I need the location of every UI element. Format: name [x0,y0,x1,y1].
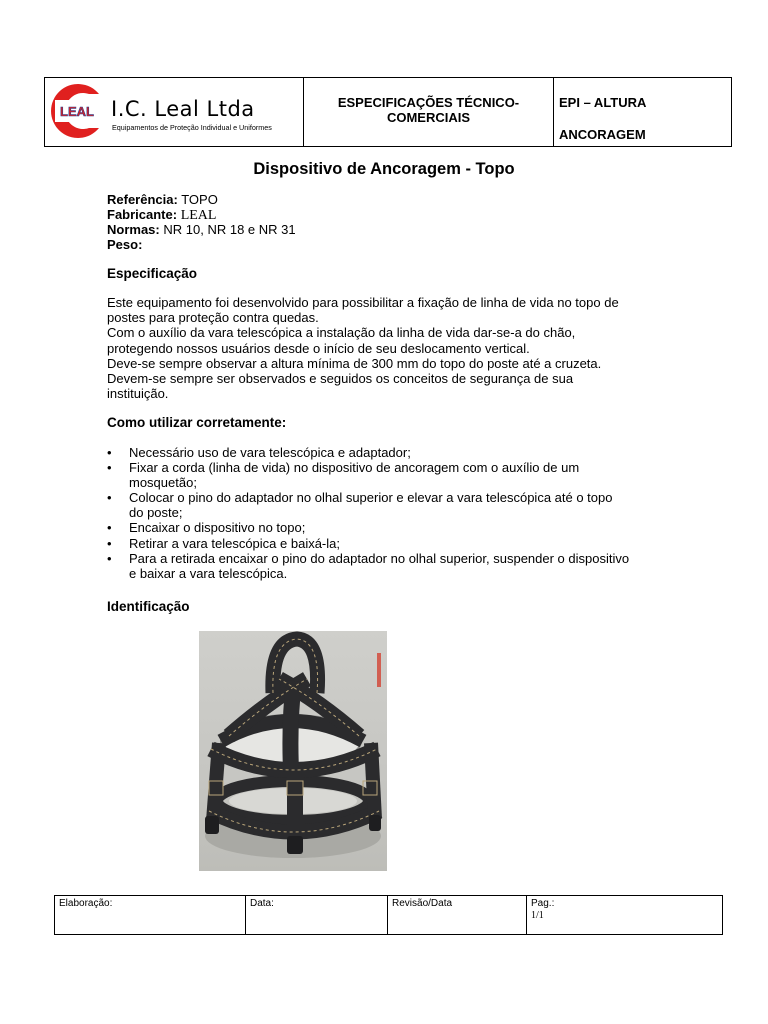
anchorage-device-image [199,631,387,871]
page-number: 1/1 [531,910,544,921]
list-item-text: Fixar a corda (linha de vida) no dispositivo de ancoragem com o auxílio de um [129,460,580,476]
section-heading-identificacao: Identificação [107,599,190,614]
company-name: I.C. Leal Ltda [111,97,255,121]
list-item [107,536,672,551]
bullet-icon: • [107,535,112,551]
especificacao-line: Deve-se sempre observar a altura mínima de 300 mm do topo do poste até a cruzeta. [107,355,602,371]
footer-pagina [527,896,722,934]
especificacao-line: Com o auxílio da vara telescópica a instalação da linha de vida dar-se-a do chão, [107,325,576,341]
footer-elaboracao [55,896,246,934]
field-referencia [107,192,218,207]
list-item [107,490,672,520]
field-label: Fabricante: [107,207,178,222]
header-logo-cell [45,78,304,146]
field-normas [107,222,296,237]
document-footer [54,895,723,935]
bullet-icon: • [107,550,112,566]
footer-data [246,896,388,934]
especificacao-line: Devem-se sempre ser observados e seguidos os conceitos de segurança de sua [107,371,574,387]
especificacao-text [107,295,667,401]
especificacao-line: Este equipamento foi desenvolvido para possibilitar a fixação de linha de vida no topo de [107,295,619,310]
list-item-text: Necessário uso de vara telescópica e adaptador; [129,445,411,460]
especificacao-line: postes para proteção contra quedas. [107,310,319,326]
company-subtitle: Equipamentos de Proteção Individual e Uniformes [112,123,272,132]
epi-subcategory: ANCORAGEM [559,127,646,142]
list-item [107,520,672,535]
bullet-icon: • [107,520,112,536]
product-photo [199,631,387,871]
list-item [107,445,672,460]
epi-category: EPI – ALTURA [559,95,647,110]
field-value: TOPO [181,192,218,207]
field-value: NR 10, NR 18 e NR 31 [163,222,296,237]
logo-text: LEAL [60,104,94,119]
field-label: Referência: [107,192,178,207]
list-item-text: Colocar o pino do adaptador no olhal superior e elevar a vara telescópica até o topo [129,490,613,506]
footer-label: Elaboração: [59,898,113,909]
company-logo-icon [45,80,105,142]
footer-label: Data: [250,898,274,909]
list-item-text: mosquetão; [129,475,197,491]
footer-label: Pag.: [531,898,555,909]
field-value: LEAL [180,208,217,223]
usage-instructions-list [107,445,672,581]
header-spec-cell [304,78,554,146]
list-item-text: e baixar a vara telescópica. [129,565,288,581]
field-label: Normas: [107,222,160,237]
section-heading-especificacao: Especificação [107,266,198,281]
spec-line-2: COMERCIAIS [386,110,471,125]
list-item-text: Para a retirada encaixar o pino do adaptador no olhal superior, suspender o dispositivo [129,550,630,566]
bullet-icon: • [107,460,112,476]
header-epi-cell [554,78,731,146]
list-item [107,551,672,581]
section-heading-como-utilizar: Como utilizar corretamente: [107,415,287,430]
field-label: Peso: [107,237,143,252]
list-item-text: Encaixar o dispositivo no topo; [129,520,306,536]
especificacao-line: protegendo nossos usuários desde o início de seu deslocamento vertical. [107,340,530,356]
bullet-icon: • [107,445,112,460]
list-item-text: Retirar a vara telescópica e baixá-la; [129,535,340,551]
footer-revisao [388,896,527,934]
page-title: Dispositivo de Ancoragem - Topo [253,160,515,178]
document-header [44,77,732,147]
footer-label: Revisão/Data [392,898,453,909]
field-fabricante [107,207,216,223]
spec-line-1: ESPECIFICAÇÕES TÉCNICO- [337,95,520,110]
especificacao-line: instituição. [107,386,169,402]
field-peso [107,237,142,252]
list-item-text: do poste; [129,505,183,521]
bullet-icon: • [107,490,112,506]
list-item [107,460,672,490]
